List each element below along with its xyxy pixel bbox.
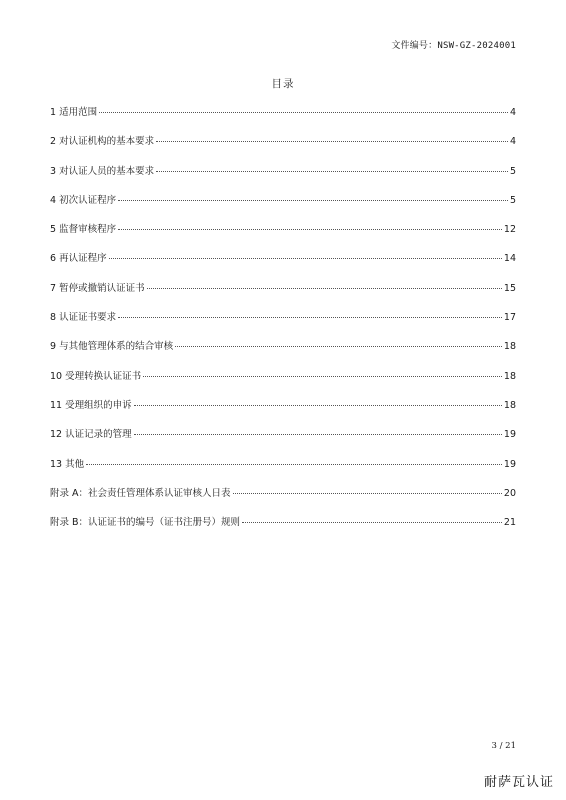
toc-entry-label: 附录 B：认证证书的编号（证书注册号）规则: [50, 517, 241, 529]
dot-leader: [143, 375, 502, 377]
toc-entry-page: 19: [503, 429, 516, 441]
page-number: 3 / 21: [491, 741, 516, 751]
toc-entry[interactable]: [50, 308, 516, 337]
document-number: 文件编号：NSW-GZ-2024001: [391, 41, 516, 51]
toc-entry-page: 15: [503, 282, 516, 294]
dot-leader: [134, 404, 502, 406]
dot-leader: [99, 111, 508, 113]
toc-entry-label: 5 监督审核程序: [50, 224, 117, 236]
toc-entry[interactable]: [50, 279, 516, 308]
toc-entry-page: 5: [509, 194, 516, 206]
dot-leader: [86, 463, 502, 465]
toc-entry-label: 10 受理转换认证证书: [50, 370, 142, 382]
dot-leader: [175, 345, 502, 347]
toc-entry-page: 5: [509, 165, 516, 177]
toc-entry[interactable]: [50, 132, 516, 161]
toc-entry-page: 18: [503, 370, 516, 382]
table-of-contents: [50, 103, 516, 542]
toc-entry-page: 4: [509, 136, 516, 148]
toc-entry-label: 9 与其他管理体系的结合审核: [50, 341, 174, 353]
toc-entry-label: 8 认证证书要求: [50, 312, 117, 324]
toc-entry[interactable]: [50, 484, 516, 513]
toc-entry-page: 18: [503, 341, 516, 353]
toc-entry-label: 附录 A：社会责任管理体系认证审核人日表: [50, 487, 231, 499]
toc-entry-page: 4: [509, 107, 516, 118]
toc-entry[interactable]: [50, 249, 516, 278]
dot-leader: [118, 199, 508, 201]
toc-entry[interactable]: [50, 191, 516, 220]
toc-entry-page: 12: [503, 224, 516, 236]
dot-leader: [118, 228, 502, 230]
toc-entry[interactable]: [50, 103, 516, 132]
dot-leader: [109, 257, 502, 259]
toc-title: 目录: [271, 78, 295, 90]
toc-entry-page: 21: [503, 517, 516, 529]
dot-leader: [242, 521, 502, 523]
dot-leader: [233, 492, 502, 494]
dot-leader: [118, 316, 502, 318]
toc-entry[interactable]: [50, 425, 516, 454]
toc-entry-page: 17: [503, 312, 516, 324]
toc-entry-page: 14: [503, 253, 516, 265]
dot-leader: [134, 433, 502, 435]
toc-entry-label: 12 认证记录的管理: [50, 429, 132, 441]
toc-entry[interactable]: [50, 396, 516, 425]
toc-entry-label: 7 暂停或撤销认证证书: [50, 282, 145, 294]
toc-entry-label: 13 其他: [50, 458, 85, 470]
toc-entry-label: 11 受理组织的申诉: [50, 399, 132, 411]
toc-entry-label: 2 对认证机构的基本要求: [50, 136, 155, 148]
toc-entry[interactable]: [50, 337, 516, 366]
toc-entry-label: 3 对认证人员的基本要求: [50, 165, 155, 177]
toc-entry[interactable]: [50, 513, 516, 542]
watermark-text: 耐萨瓦认证: [483, 775, 554, 790]
toc-entry[interactable]: [50, 367, 516, 396]
toc-entry-page: 19: [503, 458, 516, 470]
toc-entry-page: 20: [503, 487, 516, 499]
toc-entry[interactable]: [50, 162, 516, 191]
toc-entry-label: 6 再认证程序: [50, 253, 107, 265]
toc-entry-label: 4 初次认证程序: [50, 194, 117, 206]
toc-entry-page: 18: [503, 399, 516, 411]
dot-leader: [156, 140, 508, 142]
dot-leader: [156, 170, 508, 172]
toc-entry[interactable]: [50, 455, 516, 484]
toc-entry[interactable]: [50, 220, 516, 249]
toc-entry-label: 1 适用范围: [50, 107, 98, 118]
dot-leader: [147, 287, 502, 289]
